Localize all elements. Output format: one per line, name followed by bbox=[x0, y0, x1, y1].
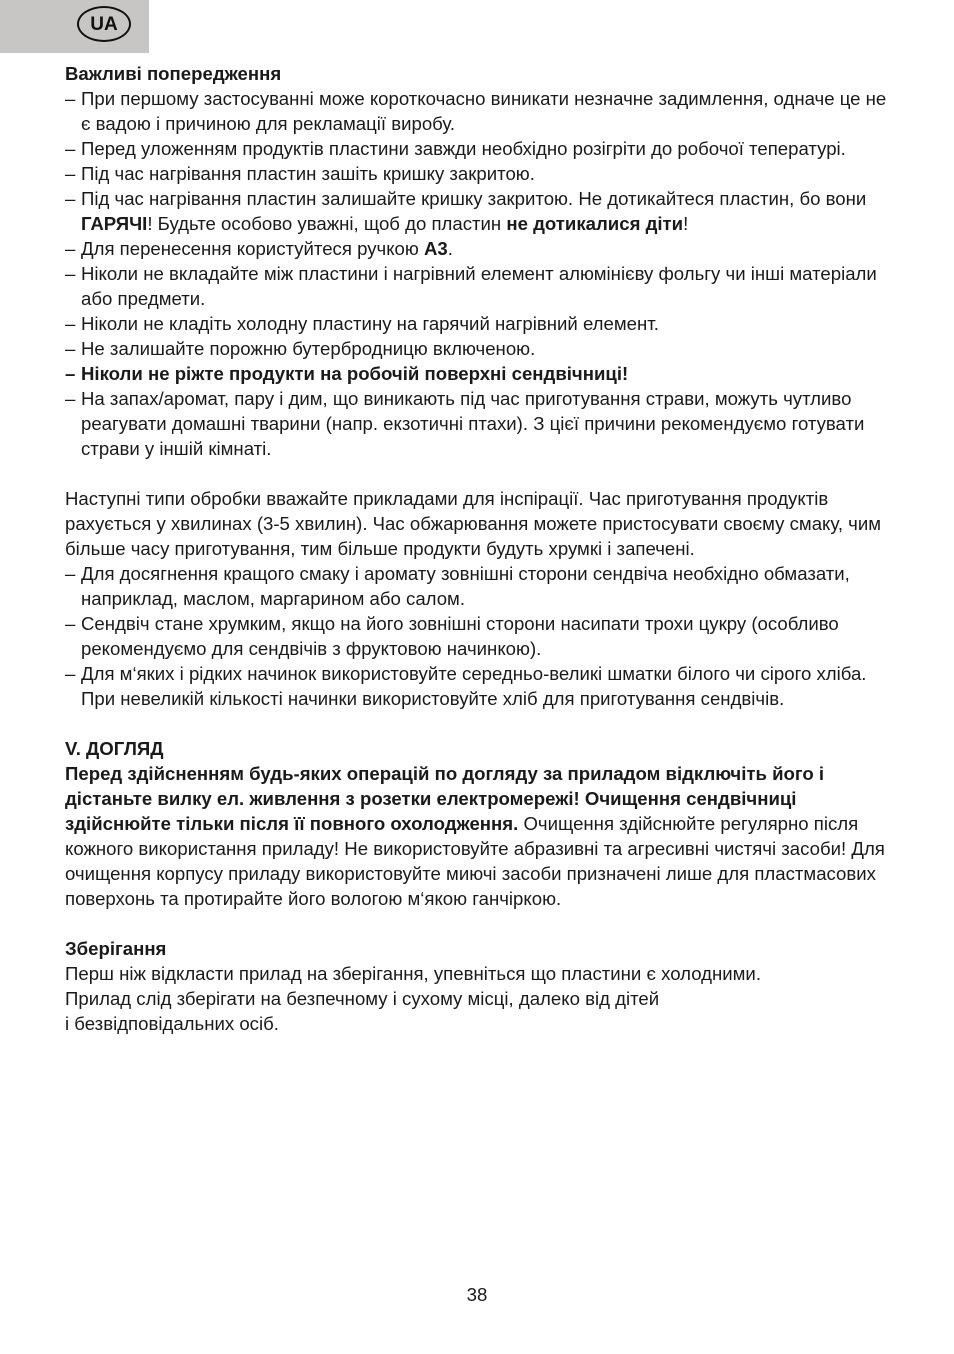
storage-line: Прилад слід зберігати на безпечному і сухому місці, далеко від дітей bbox=[65, 988, 660, 1009]
list-item: – Перед уложенням продуктів пластини завжди необхідно розігріти до робочої тепературi. bbox=[65, 136, 895, 161]
list-item: – Для перенесення користуйтеся ручкою A3. bbox=[65, 236, 895, 261]
list-item: – Не залишайте порожню бутербродницю включеною. bbox=[65, 336, 895, 361]
handle-reference: A3 bbox=[424, 238, 448, 259]
tips-intro: Наступні типи обробки вважайте прикладами для інспірації. Час приготування продуктів рахується у хвилинах (3-5 хвилин). Час обжарювання можете пристосувати своєму смаку, чим більше часу приготування, тим більше продукти будуть хрумкі і запечені. bbox=[65, 488, 882, 559]
warnings-heading: Важливі попередження bbox=[65, 63, 282, 84]
list-item: – Сендвіч стане хрумким, якщо на його зовнішні сторони насипати трохи цукру (особливо рекомендуємо для сендвічів з фруктовою начинкою). bbox=[65, 611, 895, 661]
list-item: – На запах/аромат, пару і дим, що виникають під час приготування страви, можуть чутливо реагувати домашні тварини (напр. екзотичні птахи). З цієї причини рекомендуємо готувати страви у іншій кімнаті. bbox=[65, 386, 895, 461]
page-content bbox=[65, 61, 895, 1036]
tips-list bbox=[65, 561, 895, 711]
language-tab bbox=[0, 0, 149, 53]
language-badge: UA bbox=[77, 6, 131, 42]
emphasis-children: не дотикалися діти bbox=[506, 213, 684, 234]
storage-heading: Зберігання bbox=[65, 938, 167, 959]
list-item: – Ніколи не кладіть холодну пластину на гарячий нагрівний елемент. bbox=[65, 311, 895, 336]
care-heading: V. ДОГЛЯД bbox=[65, 738, 164, 759]
warnings-list bbox=[65, 86, 895, 461]
list-item: – Під час нагрівання пластин зашіть кришку закритою. bbox=[65, 161, 895, 186]
list-item: – Ніколи не вкладайте між пластини і нагрівний елемент алюмінієву фольгу чи інші матеріали або предмети. bbox=[65, 261, 895, 311]
list-item: – Під час нагрівання пластин залишайте кришку закритою. Не дотикайтеся пластин, бо вони ГАРЯЧІ! Будьте особово уважні, щоб до пластин не дотикалися діти! bbox=[65, 186, 895, 236]
care-instructions: Очищення здійснюйте регулярно після кожного використання приладу! Не використовуйте абразивні та агресивні чистячі засоби! Для очищення корпусу приладу використовуйте миючі засоби призначені лише для пластмасових поверхонь та протирайте його вологою м‘якою ганчіркою. bbox=[65, 813, 885, 909]
emphasis-hot: ГАРЯЧІ bbox=[81, 213, 148, 234]
storage-line: Перш ніж відкласти прилад на зберігання, упевніться що пластини є холодними. bbox=[65, 963, 761, 984]
list-item-bold: – Ніколи не ріжте продукти на робочій поверхні сендвічниці! bbox=[65, 361, 895, 386]
care-warning: Перед здійсненням будь-яких операцій по догляду за приладом відключіть його і дістаньте вилку ел. живлення з розетки електромережі! Очищення сендвічниці здійснюйте тільки після її повного охолодження. bbox=[65, 763, 825, 834]
storage-line: і безвідповідальних осіб. bbox=[65, 1013, 279, 1034]
care-paragraph bbox=[65, 761, 895, 911]
list-item: – Для досягнення кращого смаку і аромату зовнішні сторони сендвіча необхідно обмазати, наприклад, маслом, маргарином або салом. bbox=[65, 561, 895, 611]
page-number: 38 bbox=[466, 1284, 488, 1305]
list-item: – При першому застосуванні може короткочасно виникати незначне задимлення, одначе це не є вадою і причиною для рекламації виробу. bbox=[65, 86, 895, 136]
list-item: – Для м‘яких і рідких начинок використовуйте середньо-великі шматки білого чи сірого хліба. При невеликій кількості начинки використовуйте хліб для приготування сендвічів. bbox=[65, 661, 895, 711]
